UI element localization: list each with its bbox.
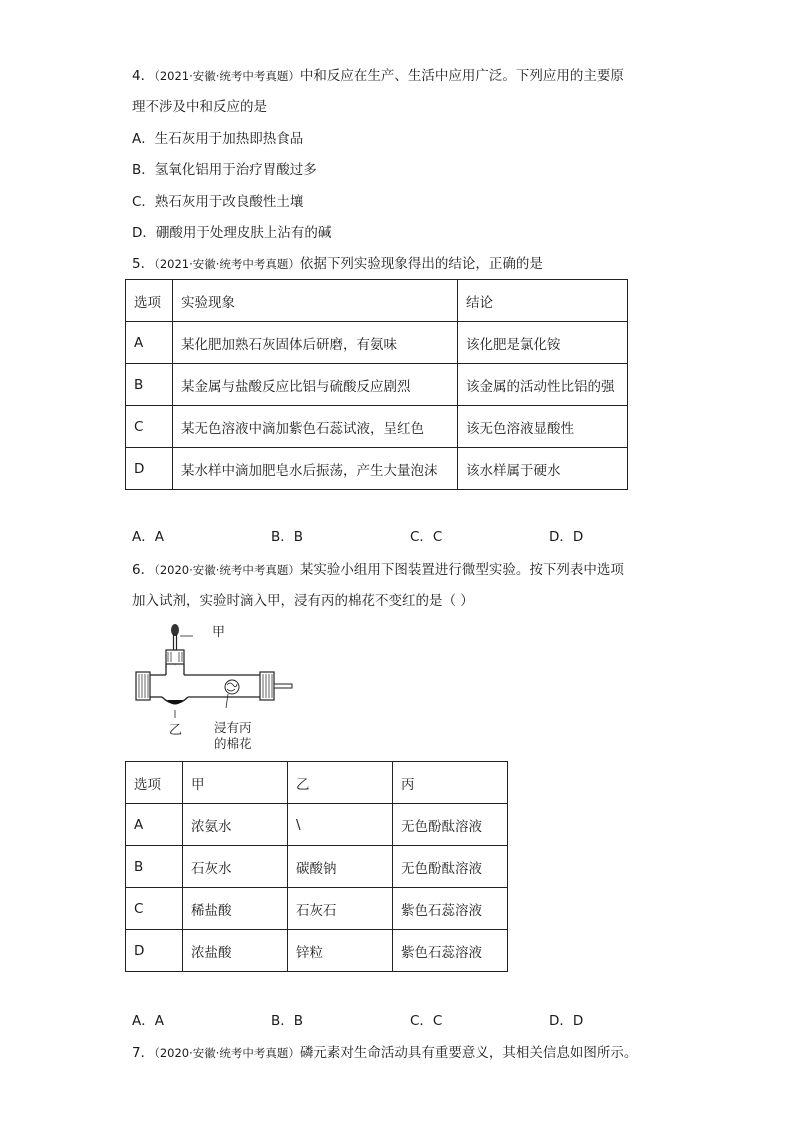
label-bing-line2: 的棉花 <box>214 736 252 751</box>
q6-answer-a: A．A <box>132 1013 164 1029</box>
q6-table <box>125 761 508 972</box>
q4-option-c: C．熟石灰用于改良酸性土壤 <box>132 194 304 210</box>
q6-answer-b: B．B <box>271 1013 304 1029</box>
label-yi: 乙 <box>169 723 183 738</box>
q5-answer-a: A．A <box>132 529 164 545</box>
q4-stem-line1: 4．（2021·安徽·统考中考真题）中和反应在生产、生活中应用广泛。下列应用的主要原 <box>132 68 624 84</box>
label-jia: 甲 <box>212 625 226 640</box>
table-row: A 浓氨水 \ 无色酚酞溶液 <box>126 804 508 846</box>
q4-option-d: D．硼酸用于处理皮肤上沾有的碱 <box>132 225 332 241</box>
table-row: C 稀盐酸 石灰石 紫色石蕊溶液 <box>126 888 508 930</box>
q5-stem: 5．（2021·安徽·统考中考真题）依据下列实验现象得出的结论，正确的是 <box>132 256 543 272</box>
reagent-yi-icon <box>167 700 183 705</box>
table-row: 选项 实验现象 结论 <box>126 280 628 322</box>
q5-answer-d: D．D <box>549 529 584 545</box>
q4-stem-line2: 理不涉及中和反应的是 <box>132 99 267 115</box>
q5-answer-c: C．C <box>410 529 443 545</box>
stopper-icon <box>166 650 184 664</box>
table-row: B 某金属与盐酸反应比铝与硫酸反应剧烈 该金属的活动性比铝的强 <box>126 364 628 406</box>
q5-answer-b: B．B <box>271 529 304 545</box>
q6-stem-line1: 6．（2020·安徽·统考中考真题）某实验小组用下图装置进行微型实验。按下列表中选项 <box>132 562 624 578</box>
left-plug-icon <box>136 672 150 700</box>
cotton-icon <box>225 680 239 708</box>
q6-source: （2020·安徽·统考中考真题） <box>154 563 300 577</box>
q5-table <box>125 279 628 490</box>
apparatus-diagram <box>130 622 300 754</box>
table-row: B 石灰水 碳酸钠 无色酚酞溶液 <box>126 846 508 888</box>
label-bing-line1: 浸有丙 <box>214 720 252 735</box>
table-row: 选项 甲 乙 丙 <box>126 762 508 804</box>
q6-answer-c: C．C <box>410 1013 443 1029</box>
q6-answer-d: D．D <box>549 1013 584 1029</box>
q7-source: （2020·安徽·统考中考真题） <box>154 1046 300 1060</box>
table-row: D 浓盐酸 锌粒 紫色石蕊溶液 <box>126 930 508 972</box>
table-row: D 某水样中滴加肥皂水后振荡，产生大量泡沫 该水样属于硬水 <box>126 448 628 490</box>
q7-stem: 7．（2020·安徽·统考中考真题）磷元素对生命活动具有重要意义，其相关信息如图所示。 <box>132 1045 638 1061</box>
glass-tube <box>150 664 260 704</box>
q4-source: （2021·安徽·统考中考真题） <box>154 69 300 83</box>
q5-source: （2021·安徽·统考中考真题） <box>154 257 300 271</box>
q4-option-b: B．氢氧化铝用于治疗胃酸过多 <box>132 162 317 178</box>
table-row: A 某化肥加熟石灰固体后研磨，有氨味 该化肥是氯化铵 <box>126 322 628 364</box>
table-row: C 某无色溶液中滴加紫色石蕊试液，呈红色 该无色溶液显酸性 <box>126 406 628 448</box>
q4-option-a: A．生石灰用于加热即热食品 <box>132 131 304 147</box>
q6-stem-line2: 加入试剂，实验时滴入甲，浸有丙的棉花不变红的是（ ） <box>132 593 474 609</box>
right-plug-icon <box>260 672 292 700</box>
